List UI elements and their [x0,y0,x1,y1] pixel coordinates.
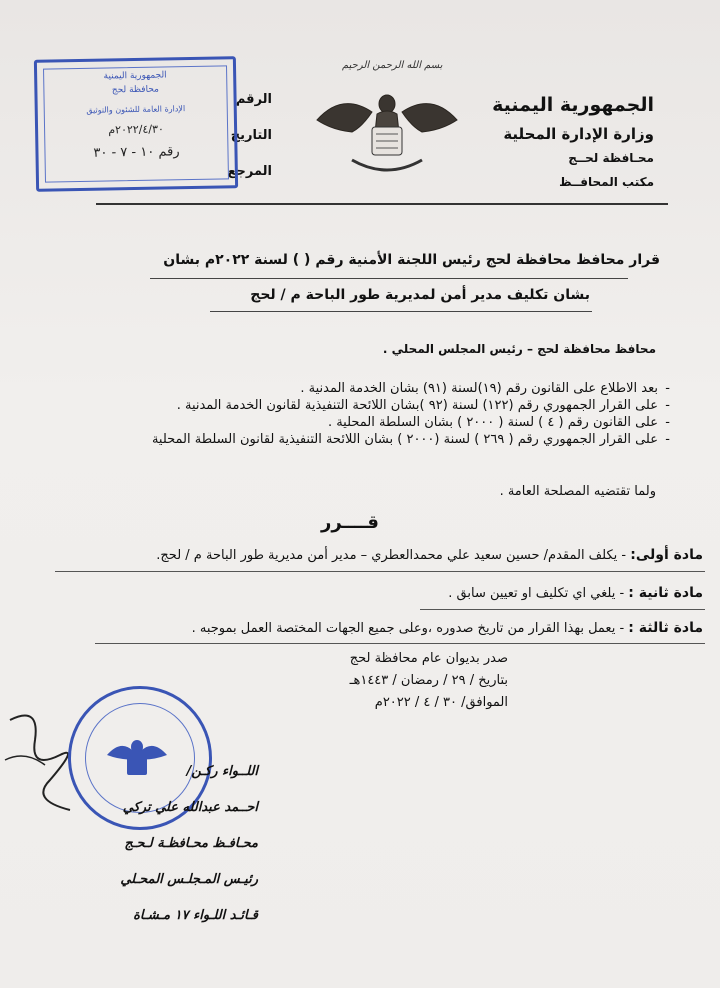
office-heading: مكتب المحافــظ [559,175,654,189]
article-text: - يكلف المقدم/ حسين سعيد علي محمدالعطري – مدير أمن مديرية طور الباحة م / لحج. [156,548,627,563]
yemen-eagle-emblem-icon [312,60,462,190]
governorate-heading: محـافظة لحــج [568,151,654,165]
issued-place: صدر بديوان عام محافظة لحج [349,651,508,666]
article-1 [156,547,703,563]
article-label: مادة ثالثة : [628,620,703,636]
recital-item: - على القرار الجمهوري رقم ( ٢٦٩ ) لسنة (٢٠٠٠ ) بشان اللائحة التنفيذية لقانون السلطة المحلية [58,431,658,448]
recital-item: - على القانون رقم ( ٤ ) لسنة ( ٢٠٠٠ ) بشان السلطة المحلية . [58,414,658,431]
title-underline [150,278,628,279]
number-label: الرقم [235,92,272,107]
stamp-line-5: رقم ١٠ - ٧ - ٣٠ [93,144,180,161]
recital-item: - بعد الاطلاع على القانون رقم (١٩)لسنة (٩١) بشان الخدمة المدنية . [58,380,658,397]
attachment-label: المرجع [227,164,272,179]
stamp-line-4: ٢٠٢٢/٤/٣٠م [108,122,165,137]
decision-subject: بشان تكليف مدير أمن لمديرية طور الباحة م / لحج [250,287,590,303]
article-label: مادة أولى: [630,547,703,563]
decided-heading: قــــرر [321,512,379,533]
article-text: - يعمل بهذا القرار من تاريخ صدوره ،وعلى جميع الجهات المختصة العمل بموجبه . [191,621,625,636]
article-underline [55,571,705,572]
decision-title: قرار محافظ محافظة لحج رئيس اللجنة الأمنية رقم ( ) لسنة ٢٠٢٢م بشان [163,252,660,268]
incoming-stamp [34,56,238,192]
stamp-line-2: محافظة لحج [111,84,160,96]
recital-item: - على القرار الجمهوري رقم (١٢٢) لسنة (٩٢ )بشان اللائحة التنفيذية لقانون الخدمة المدنية . [58,397,658,414]
issued-hijri-date: بتاريخ / ٢٩ / رمضان / ١٤٤٣هـ [349,673,508,688]
stamp-line-1: الجمهورية اليمنية [103,70,167,82]
article-3 [192,620,703,636]
governor-line: محافظ محافظة لحج – رئيس المجلس المحلي . [382,342,656,356]
date-label: التاريخ [230,128,272,143]
article-underline [95,643,705,644]
ministry-heading: وزارة الإدارة المحلية [503,125,654,143]
signatory-rank: اللــواء ركـن/ [186,764,258,779]
signatory-name: احــمد عبدالله علي تركي [122,800,258,815]
basmala-text: بسم الله الرحمن الرحيم [342,60,443,71]
article-2 [448,585,703,601]
public-interest-line: ولما تقتضيه المصلحة العامة . [499,484,656,499]
letterhead [474,96,654,188]
article-text: - يلغي اي تكليف او تعيين سابق . [448,586,625,601]
republic-heading: الجمهورية اليمنية [492,94,654,116]
issued-gregorian-date: الموافق/ ٣٠ / ٤ / ٢٠٢٢م [374,695,508,710]
header-divider [96,203,668,205]
subject-underline [210,311,592,312]
stamp-line-3: الإدارة العامة للشئون والتوثيق [86,104,186,115]
signatory-title-governor: محـافـظ محـافظـة لـحـج [124,836,258,851]
recitals-list [58,380,658,448]
article-label: مادة ثانية : [628,585,703,601]
signatory-title-brigade: قـائـد اللـواء ١٧ مـشـاة [133,908,258,923]
issuance-block [350,648,508,714]
article-underline [420,609,705,610]
signatory-title-council: رئيـس المـجلـس المحـلي [120,872,258,887]
